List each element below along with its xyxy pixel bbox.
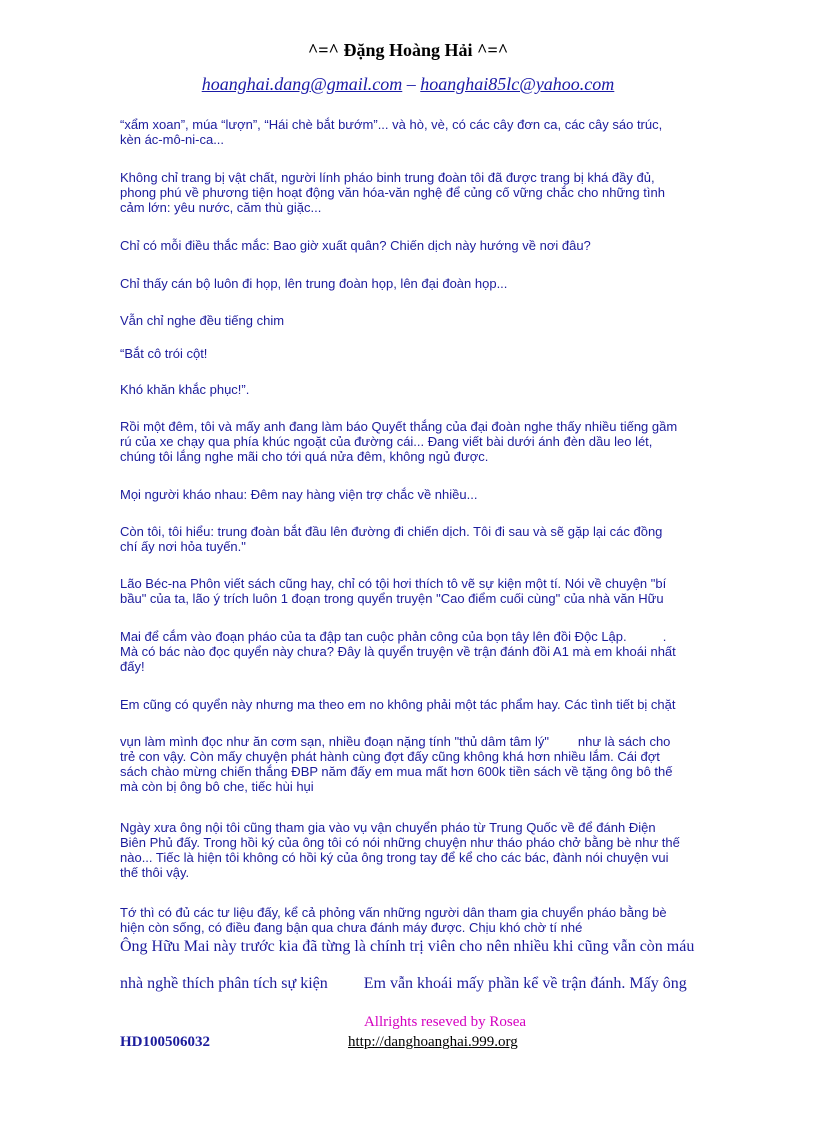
- paragraph: Chỉ có mỗi điều thắc mắc: Bao giờ xuất quân? Chiến dịch này hướng về nơi đâu?: [120, 238, 591, 253]
- email-separator: –: [402, 74, 421, 94]
- paragraph: vụn làm mình đọc như ăn cơm sạn, nhiều đoạn nặng tính "thủ dâm tâm lý" như là sách cho trẻ con vậy. Còn mấy chuyện phát hành cùng đợt đấy cũng không khá hơn nhiều lắm. Cái đợt sách chào mừng chiến thắng ĐBP năm đấy em mua mất hơn 600k tiền sách về tặng ông bô thế mà còn bị ông bô che, tiếc hùi hụi: [120, 734, 673, 794]
- paragraph: Không chỉ trang bị vật chất, người lính pháo binh trung đoàn tôi đã được trang bị khá đầy đủ, phong phú về phương tiện hoạt động văn hóa-văn nghệ để củng cố vững chắc cho những tình cảm lớn: yêu nước, căm thù giặc...: [120, 170, 665, 215]
- email-link-gmail[interactable]: hoanghai.dang@gmail.com: [201, 74, 403, 94]
- paragraph: Ngày xưa ông nội tôi cũng tham gia vào vụ vận chuyển pháo từ Trung Quốc về để đánh Điện Biên Phủ đấy. Trong hồi ký của ông tôi có nói những chuyện như tháo pháo chở bằng bè như thế nào... Tiếc là hiện tôi không có hồi ký của ông trong tay để kể cho các bác, đành nói chuyện vui thế thôi vậy.: [120, 820, 680, 880]
- document-id: HD100506032: [120, 1034, 210, 1050]
- paragraph: Mọi người kháo nhau: Đêm nay hàng viện trợ chắc về nhiều...: [120, 487, 478, 502]
- serif-text-line: nhà nghề thích phân tích sự kiện Em vẫn khoái mấy phần kể về trận đánh. Mấy ông: [120, 975, 687, 992]
- paragraph: Vẫn chỉ nghe đều tiếng chim: [120, 313, 285, 328]
- paragraph: “xẩm xoan”, múa “lượn”, “Hái chè bắt bướm”... và hò, vè, có các cây đơn ca, các cây sáo trúc, kèn ác-mô-ni-ca...: [120, 117, 663, 147]
- page-title: ^=^ Đặng Hoàng Hải ^=^: [307, 40, 509, 60]
- paragraph: Tớ thì có đủ các tư liệu đấy, kể cả phỏng vấn những người dân tham gia chuyển pháo bằng bè hiện còn sống, có điều đang bận qua chưa đánh máy được. Chịu khó chờ tí nhé: [120, 905, 667, 935]
- paragraph: Mai để cắm vào đoạn pháo của ta đập tan cuộc phản công của bọn tây lên đồi Độc Lập. . Mà có bác nào đọc quyển này chưa? Đây là quyển truyện về trận đánh đồi A1 mà em khoái nhất đấy!: [120, 629, 676, 674]
- paragraph: Còn tôi, tôi hiểu: trung đoàn bắt đầu lên đường đi chiến dịch. Tôi đi sau và sẽ gặp lại các đồng chí ấy nơi hỏa tuyến.": [120, 524, 663, 554]
- copyright-notice: Allrights reseved by Rosea: [363, 1014, 527, 1030]
- paragraph: Chỉ thấy cán bộ luôn đi họp, lên trung đoàn họp, lên đại đoàn họp...: [120, 276, 508, 291]
- paragraph: Lão Béc-na Phôn viết sách cũng hay, chỉ có tội hơi thích tô vẽ sự kiện một tí. Nói về chuyện "bí bầu" của ta, lão ý trích luôn 1 đoạn trong quyển truyện "Cao điểm cuối cùng" của nhà văn Hữu: [120, 576, 667, 606]
- paragraph: Rồi một đêm, tôi và mấy anh đang làm báo Quyết thắng của đại đoàn nghe thấy nhiều tiếng gầm rú của xe chạy qua phía khúc ngoặt của đường cái... Đang viết bài dưới ánh đèn dầu leo lét, chúng tôi lắng nghe mãi cho tới quá nửa đêm, không ngủ được.: [120, 419, 678, 464]
- paragraph: Em cũng có quyển này nhưng ma theo em no không phải một tác phẩm hay. Các tình tiết bị chặt: [120, 697, 676, 712]
- paragraph: “Bắt cô trói cột!: [120, 346, 208, 361]
- email-link-yahoo[interactable]: hoanghai85lc@yahoo.com: [420, 74, 615, 94]
- paragraph: Khó khăn khắc phục!”.: [120, 382, 250, 397]
- email-line: [0, 74, 816, 95]
- website-link[interactable]: http://danghoanghai.999.org: [348, 1034, 518, 1050]
- serif-text-line: Ông Hữu Mai này trước kia đã từng là chính trị viên cho nên nhiều khi cũng vẫn còn máu: [120, 938, 695, 955]
